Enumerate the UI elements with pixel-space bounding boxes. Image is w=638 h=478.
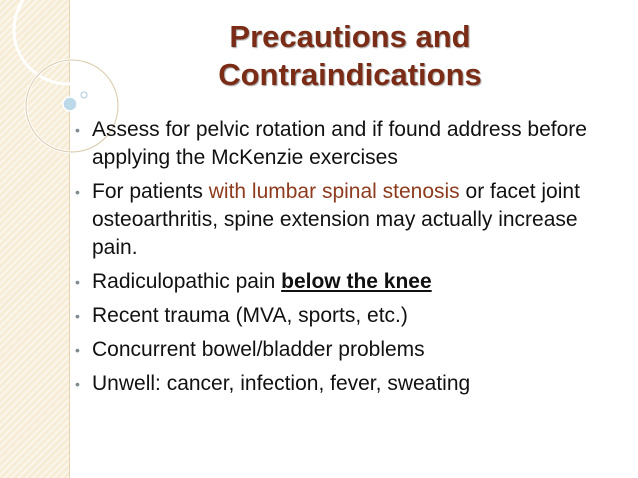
ornament-dot-large	[63, 97, 77, 111]
bullet-marker: •	[75, 376, 80, 392]
bullet-text-suffix: or facet joint osteoarthritis, spine extension may actually increase pain.	[92, 180, 580, 259]
bullet-item-radiculopathic	[72, 268, 612, 296]
bullet-marker: •	[75, 122, 80, 138]
bullet-text-prefix: Radiculopathic pain	[92, 270, 282, 293]
bullet-item-pelvic-rotation	[72, 116, 612, 172]
bullet-highlight-stenosis: with lumbar spinal stenosis	[208, 180, 460, 203]
bullet-text: Unwell: cancer, infection, fever, sweating	[92, 372, 471, 395]
bullet-text: Recent trauma (MVA, sports, etc.)	[92, 304, 408, 327]
ornament-dot-small	[81, 92, 87, 98]
bullet-item-bowel-bladder	[72, 336, 612, 364]
bullet-text: Assess for pelvic rotation and if found address before applying the McKenzie exercises	[92, 118, 587, 169]
bullet-emphasis-below-knee: below the knee	[281, 270, 432, 293]
slide-title-line-2: Contraindications	[218, 57, 482, 92]
bullet-item-trauma	[72, 302, 612, 330]
bullet-text: Concurrent bowel/bladder problems	[92, 338, 425, 361]
bullet-list	[72, 116, 612, 404]
slide-title-line-1: Precautions and	[229, 19, 471, 54]
bullet-marker: •	[75, 342, 80, 358]
bullet-item-unwell	[72, 370, 612, 398]
ornament-ring-large	[14, 0, 122, 84]
bullet-text-prefix: For patients	[92, 180, 209, 203]
bullet-item-stenosis	[72, 178, 612, 262]
bullet-marker: •	[75, 184, 80, 200]
bullet-marker: •	[75, 274, 80, 290]
slide-title	[150, 18, 550, 94]
bullet-marker: •	[75, 308, 80, 324]
